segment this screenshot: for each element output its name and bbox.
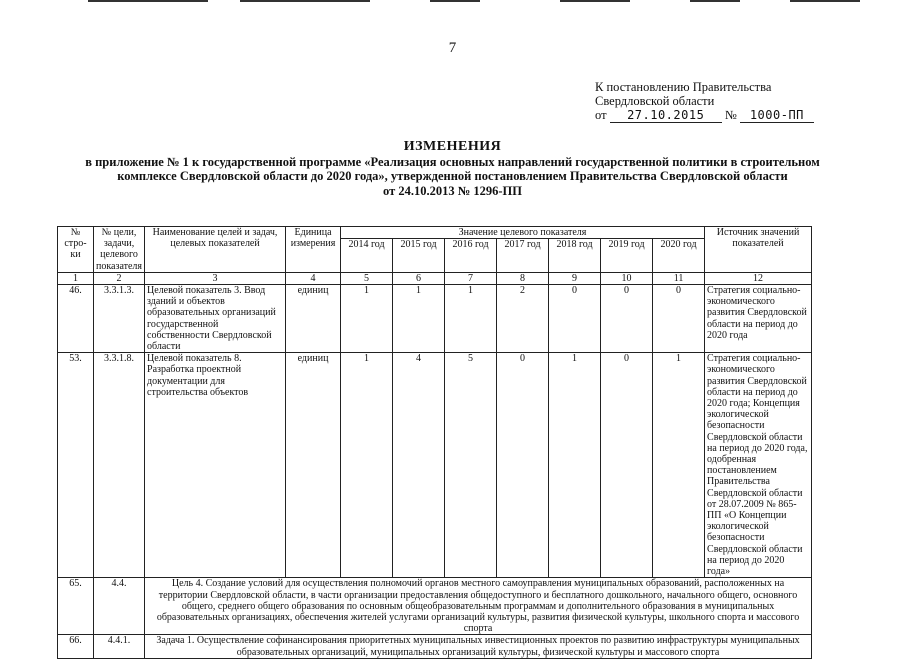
document-title: ИЗМЕНЕНИЯ (403, 139, 502, 154)
header-values-group: Значение целевого показателя (341, 227, 705, 239)
header-year: 2014 год (341, 239, 393, 272)
goal-row (58, 578, 812, 635)
row-number: 65. (58, 578, 94, 635)
top-border-segment (690, 0, 740, 2)
goal-number: 4.4.1. (94, 635, 145, 659)
header-source: Источник значений показателей (705, 227, 812, 273)
top-border-segment (430, 0, 480, 2)
approval-number: 1000-ПП (740, 108, 814, 123)
column-number: 10 (601, 272, 653, 284)
task-text: Задача 1. Осуществление софинансирования приоритетных муниципальных инвестиционных проектов по развитию инфраструктуры муниципальных образовательных организаций, муниципальных организаций культуры, физической культуры и массового спорта (145, 635, 812, 659)
indicators-table (57, 226, 812, 659)
value-2017: 2 (497, 285, 549, 353)
column-numbers-row (58, 272, 812, 284)
header-year: 2020 год (653, 239, 705, 272)
approval-block (595, 80, 814, 123)
value-2019: 0 (601, 285, 653, 353)
column-number: 12 (705, 272, 812, 284)
approval-line-1: К постановлению Правительства (595, 80, 772, 94)
value-2020: 1 (653, 353, 705, 578)
goal-text: Цель 4. Создание условий для осуществления полномочий органов местного самоуправления муниципальных образований, расположенных на территории Свердловской области, в части организации предоставления общедоступного и бесплатного дошкольного, начального общего, основного общего, среднего общего образования по основным общеобразовательным программам и дополнительного образования в муниципальных образовательных организациях, обеспечения жителей услугами организаций культуры, развития физической культуры, школьного спорта и массового спорта (145, 578, 812, 635)
row-number: 46. (58, 285, 94, 353)
indicator-name: Целевой показатель 3. Ввод зданий и объектов образовательных организаций государственной собственности Свердловской области (145, 285, 286, 353)
value-2020: 0 (653, 285, 705, 353)
top-border-segment (790, 0, 860, 2)
value-2016: 5 (445, 353, 497, 578)
value-2018: 0 (549, 285, 601, 353)
value-2016: 1 (445, 285, 497, 353)
row-number: 53. (58, 353, 94, 578)
row-number: 66. (58, 635, 94, 659)
column-number: 2 (94, 272, 145, 284)
approval-date-line (595, 108, 814, 123)
approval-date: 27.10.2015 (610, 108, 722, 123)
column-number: 11 (653, 272, 705, 284)
header-year: 2018 год (549, 239, 601, 272)
unit: единиц (286, 285, 341, 353)
date-prefix: от (595, 108, 607, 122)
goal-number: 3.3.1.3. (94, 285, 145, 353)
header-name: Наименование целей и задач, целевых показателей (145, 227, 286, 273)
table-row (58, 353, 812, 578)
header-year: 2015 год (393, 239, 445, 272)
header-year: 2016 год (445, 239, 497, 272)
table-row (58, 285, 812, 353)
value-2015: 4 (393, 353, 445, 578)
header-year: 2017 год (497, 239, 549, 272)
value-2018: 1 (549, 353, 601, 578)
header-row (58, 227, 812, 239)
goal-number: 4.4. (94, 578, 145, 635)
value-2017: 0 (497, 353, 549, 578)
approval-line-2: Свердловской области (595, 94, 715, 108)
column-number: 6 (393, 272, 445, 284)
value-2019: 0 (601, 353, 653, 578)
source: Стратегия социально-экономического развития Свердловской области на период до 2020 года (705, 285, 812, 353)
column-number: 3 (145, 272, 286, 284)
column-number: 9 (549, 272, 601, 284)
heading-line-2: комплексе Свердловской области до 2020 года», утвержденной постановлением Правительства Свердловской области (117, 169, 788, 183)
goal-number: 3.3.1.8. (94, 353, 145, 578)
top-border-segment (240, 0, 370, 2)
column-number: 8 (497, 272, 549, 284)
header-unit: Единица измерения (286, 227, 341, 273)
column-number: 4 (286, 272, 341, 284)
value-2014: 1 (341, 285, 393, 353)
heading-line-1: в приложение № 1 к государственной программе «Реализация основных направлений государственной политики в строительном (85, 154, 820, 169)
header-row-no: № стро-ки (58, 227, 94, 273)
top-border-segment (560, 0, 630, 2)
header-goal-no: № цели, задачи, целевого показателя (94, 227, 145, 273)
column-number: 7 (445, 272, 497, 284)
value-2014: 1 (341, 353, 393, 578)
heading-line-3: от 24.10.2013 № 1296-ПП (382, 183, 523, 198)
task-row (58, 635, 812, 659)
value-2015: 1 (393, 285, 445, 353)
page-number: 7 (448, 40, 457, 56)
column-number: 5 (341, 272, 393, 284)
header-year: 2019 год (601, 239, 653, 272)
document-heading (40, 140, 865, 198)
column-number: 1 (58, 272, 94, 284)
source: Стратегия социально-экономического развития Свердловской области на период до 2020 года; Концепция экологической безопасности Свердловской области на период до 2020 года, одобренная постановлением Правительства Свердловской области от 28.07.2009 № 865-ПП «О Концепции экологической безопасности Свердловской области на период до 2020 года» (705, 353, 812, 578)
unit: единиц (286, 353, 341, 578)
indicator-name: Целевой показатель 8. Разработка проектной документации для строительства объектов (145, 353, 286, 578)
number-prefix: № (724, 108, 737, 122)
top-border-segment (88, 0, 208, 2)
